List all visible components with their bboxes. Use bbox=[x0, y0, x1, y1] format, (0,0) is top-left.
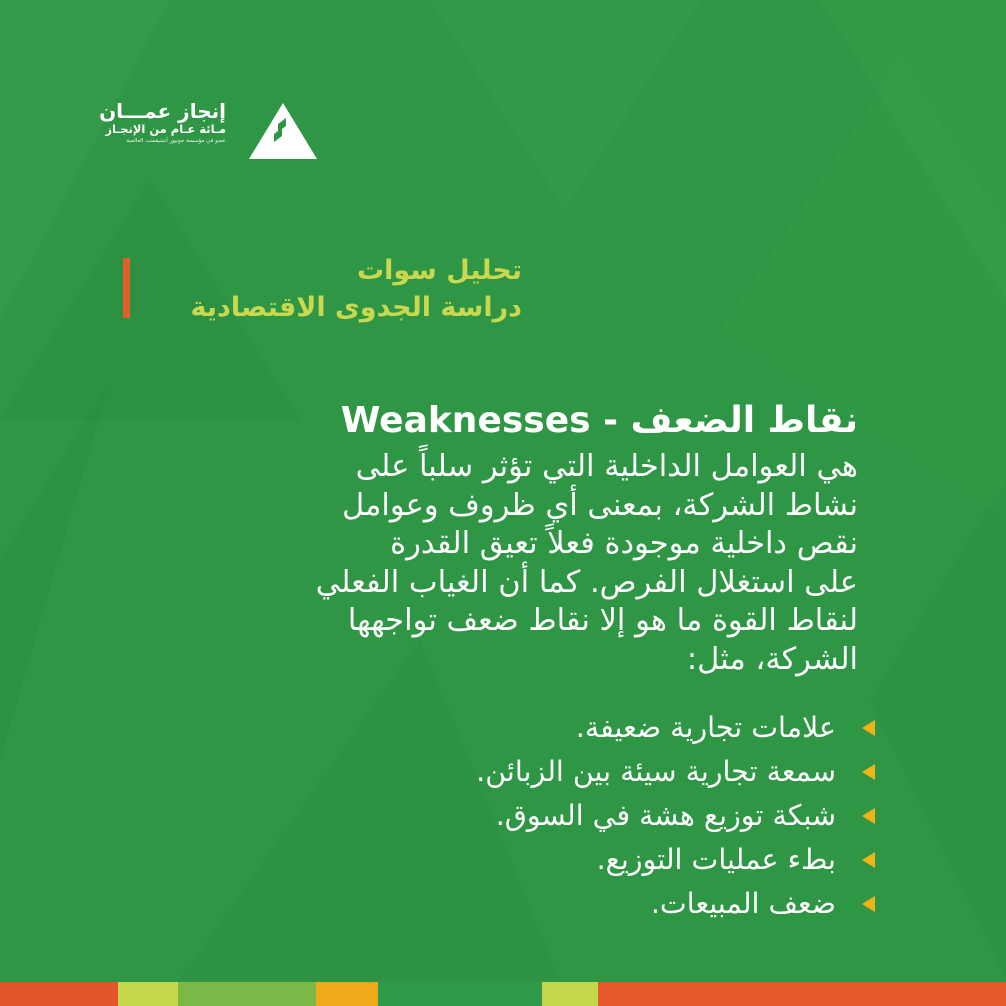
triangle-mountain-icon bbox=[248, 102, 318, 160]
triangle-left-bullet-icon bbox=[862, 896, 875, 912]
stripe-segment bbox=[118, 982, 178, 1006]
body-line: هي العوامل الداخلية التي تؤثر سلباً على bbox=[355, 449, 858, 484]
stripe-segment bbox=[316, 982, 378, 1006]
body-line: لنقاط القوة ما هو إلا نقاط ضعف تواجهها bbox=[347, 603, 858, 638]
title-english: Weaknesses bbox=[340, 400, 591, 441]
title-arabic: نقاط الضعف bbox=[630, 400, 858, 441]
stripe-segment bbox=[598, 982, 1006, 1006]
weakness-list bbox=[276, 706, 836, 926]
triangle-left-bullet-icon bbox=[862, 808, 875, 824]
list-item bbox=[276, 838, 836, 882]
list-item-text: علامات تجارية ضعيفة. bbox=[575, 711, 836, 744]
triangle-left-bullet-icon bbox=[862, 852, 875, 868]
stripe-segment bbox=[542, 982, 598, 1006]
logo-membership: عضو في مؤسسة جونيور أتشيفمنت العالمية bbox=[126, 138, 226, 144]
triangle-left-bullet-icon bbox=[862, 720, 875, 736]
body-paragraph bbox=[178, 448, 858, 679]
list-item-text: شبكة توزيع هشة في السوق. bbox=[495, 799, 836, 832]
heading-topic: تحليل سوات bbox=[356, 255, 522, 286]
stripe-segment bbox=[378, 982, 542, 1006]
list-item bbox=[276, 882, 836, 926]
title-separator: - bbox=[603, 400, 619, 441]
bottom-color-stripe bbox=[0, 982, 1006, 1006]
body-line: الشركة، مثل: bbox=[686, 641, 858, 677]
logo bbox=[99, 96, 318, 160]
body-line: نقص داخلية موجودة فعلاً تعيق القدرة bbox=[390, 526, 858, 561]
list-item bbox=[276, 750, 836, 794]
body-line: على استغلال الفرص. كما أن الغياب الفعلي bbox=[315, 564, 858, 600]
triangle-left-bullet-icon bbox=[862, 764, 875, 780]
heading bbox=[128, 252, 522, 326]
stripe-segment bbox=[178, 982, 316, 1006]
logo-name: إنجاز عمـــان bbox=[99, 99, 226, 123]
list-item bbox=[276, 706, 836, 750]
list-item bbox=[276, 794, 836, 838]
logo-tagline: مـائة عـام من الإنجـاز bbox=[105, 122, 226, 136]
body-line: نشاط الشركة، بمعنى أي ظروف وعوامل bbox=[341, 487, 858, 523]
list-item-text: ضعف المبيعات. bbox=[650, 887, 836, 920]
section-title bbox=[218, 398, 858, 444]
list-item-text: بطء عمليات التوزيع. bbox=[596, 843, 836, 876]
logo-text bbox=[56, 100, 226, 145]
heading-subject: دراسة الجدوى الاقتصادية bbox=[190, 292, 522, 323]
list-item-text: سمعة تجارية سيئة بين الزبائن. bbox=[476, 755, 836, 788]
stripe-segment bbox=[0, 982, 118, 1006]
